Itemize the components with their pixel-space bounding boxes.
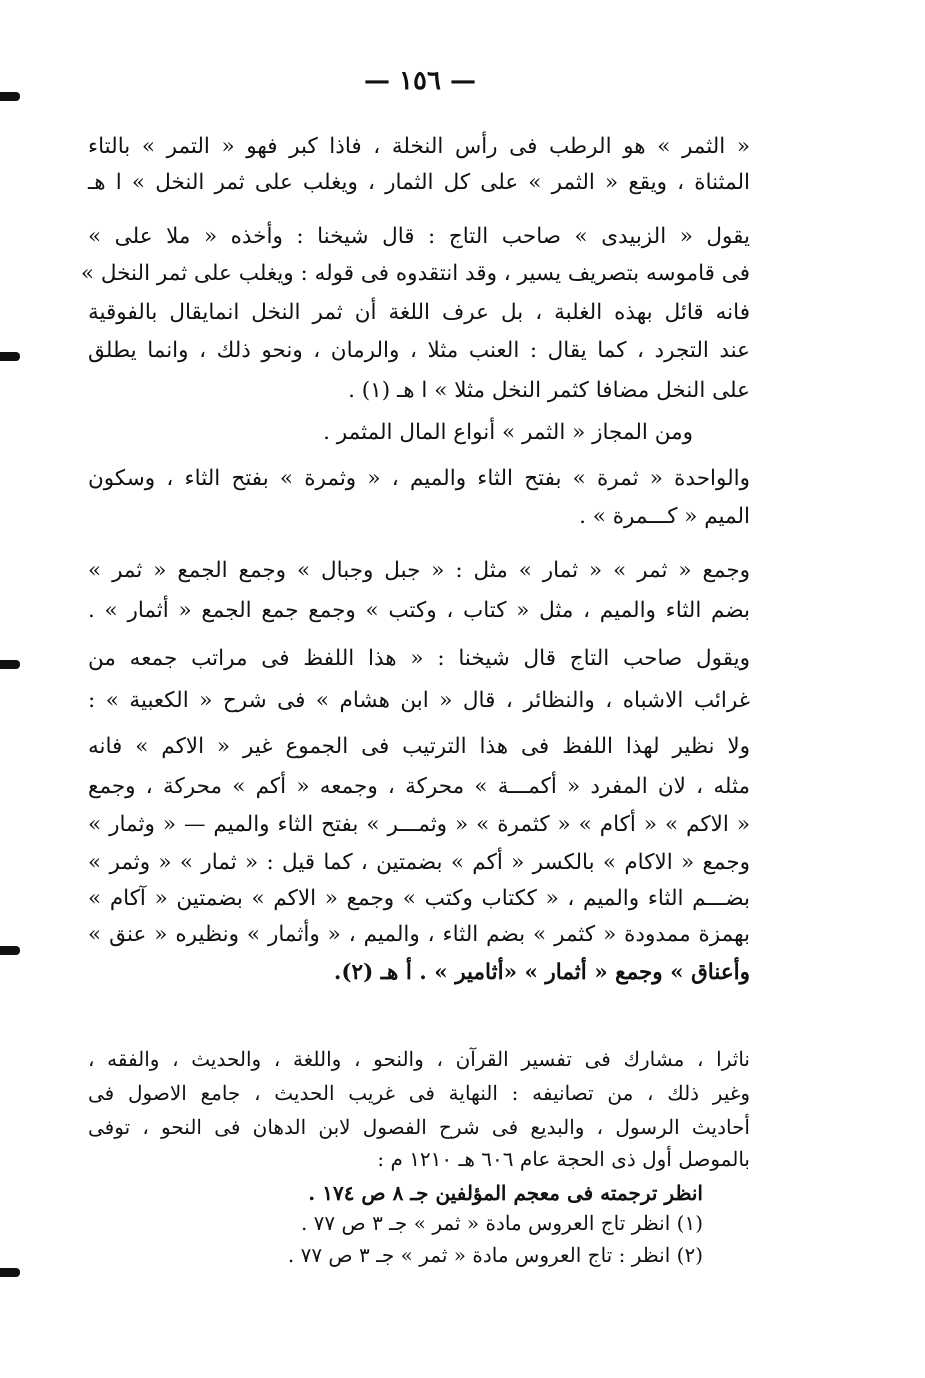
body-line: ومن المجاز « الثمر » أنواع المال المثمر .	[323, 420, 693, 445]
footnote-reference: (١) انظر تاج العروس مادة « ثمر » جـ ٣ ص ٧٧ .	[300, 1211, 703, 1235]
body-line: على النخل مضافا كثمر النخل مثلا » ا هـ (١) .	[348, 378, 750, 403]
body-line: والواحدة « ثمرة » بفتح الثاء والميم ، « وثمرة » بفتح الثاء ، وسكون	[88, 466, 750, 491]
footnote-line: بالموصل أول ذى الحجة عام ٦٠٦ هـ ١٢١٠ م :	[377, 1147, 750, 1171]
footnote-line: وغير ذلك ، من تصانيفه : النهاية فى غريب الحديث ، جامع الاصول فى	[88, 1081, 750, 1105]
body-line: ولا نظير لهذا اللفظ فى هذا الترتيب فى الجموع غير « الاكم » فانه	[88, 734, 750, 759]
body-line: بضـــم الثاء والميم ، « ككتاب وكتب » وجمع « الاكم » بضمتين « آكام »	[88, 886, 750, 911]
body-line: عند التجرد ، كما يقال : العنب مثلا ، والرمان ، ونحو ذلك ، وانما يطلق	[88, 338, 750, 363]
body-line: « الثمر » هو الرطب فى رأس النخلة ، فاذا كبر فهو « التمر » بالتاء	[88, 134, 750, 159]
body-line: المثناة ، ويقع « الثمر » على كل الثمار ، ويغلب على ثمر النخل » ا هـ	[88, 170, 750, 195]
body-line: ويقول صاحب التاج قال شيخنا : « هذا اللفظ فى مراتب جمعه من	[88, 646, 750, 671]
page-number: — ١٥٦ —	[363, 66, 477, 96]
binding-mark	[0, 1268, 20, 1277]
footnote-divider	[88, 1028, 748, 1029]
body-line: بهمزة ممدودة « كثمر » بضم الثاء ، والميم ، « وأثمار » ونظيره « عنق »	[88, 922, 750, 947]
binding-mark	[0, 946, 20, 955]
body-line: بضم الثاء والميم ، مثل « كتاب ، وكتب » وجمع جمع الجمع « أثمار » .	[88, 598, 750, 623]
footnote-line: انظر ترجمته فى معجم المؤلفين جـ ٨ ص ١٧٤ .	[308, 1181, 703, 1205]
body-line: يقول « الزبيدى » صاحب التاج : قال شيخنا : وأخذه « ملا على »	[88, 224, 750, 249]
body-line: وجمع « الاكام » بالكسر « أكم » بضمتين ، كما قيل : « ثمار » « وثمر »	[88, 850, 750, 875]
body-line: غرائب الاشباه ، والنظائر ، قال « ابن هشام » فى شرح « الكعبية » :	[88, 688, 750, 713]
body-line: فانه قائل بهذه الغلبة ، بل عرف اللغة أن ثمر النخل انمايقال بالفوقية	[88, 300, 750, 325]
footnote-reference: (٢) انظر : تاج العروس مادة « ثمر » جـ ٣ ص ٧٧ .	[287, 1243, 703, 1267]
binding-mark	[0, 352, 20, 361]
body-line: مثله ، لان المفرد « أكمـــة » محركة ، وجمعه « أكم » محركة ، وجمع	[88, 774, 750, 799]
body-line: « الاكم » « أكام » « كثمرة » « وثمـــر » بفتح الثاء والميم — « وثمار »	[88, 812, 750, 837]
body-line: وأعناق » وجمع « أثمار » «أثامير » . أ هـ (٢).	[333, 960, 750, 985]
footnote-line: ناثرا ، مشارك فى تفسير القرآن ، والنحو ، واللغة ، والحديث ، والفقه ،	[88, 1047, 750, 1071]
body-line: وجمع « ثمر » « ثمار » مثل : « جبل وجبال » وجمع الجمع « ثمر »	[88, 558, 750, 583]
body-line: فى قاموسه بتصريف يسير ، وقد انتقدوه فى قوله : ويغلب على ثمر النخل »	[80, 261, 750, 286]
binding-mark	[0, 660, 20, 669]
body-line: الميم « كـــمرة » .	[579, 504, 750, 529]
footnote-line: أحاديث الرسول ، والبديع فى شرح الفصول لابن الدهان فى النحو ، توفى	[88, 1115, 750, 1139]
